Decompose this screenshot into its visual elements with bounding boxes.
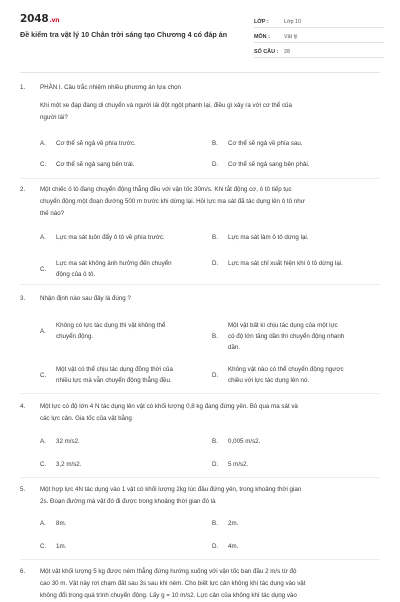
option-label: C.: [40, 161, 47, 168]
site-logo[interactable]: [20, 13, 59, 25]
option-label: C.: [40, 461, 47, 468]
option-text-line: 32 m/s2.: [56, 438, 80, 445]
option-text-line: Cơ thể sẽ ngả sang bên trái.: [56, 161, 135, 168]
option-label: D.: [212, 260, 219, 267]
question-text-line: Một chiếc ô tô đang chuyển động thẳng đều với vận tốc 30m/s. Khi tắt động cơ, ô tô tiếp tục: [40, 186, 292, 193]
question-separator: [20, 477, 380, 478]
option-text: [228, 364, 344, 386]
question-text-line: các lực cản. Gia tốc của vật bằng: [40, 415, 132, 422]
option-text: [56, 518, 66, 529]
option-label: A.: [40, 234, 46, 241]
meta-row-class: [254, 13, 384, 28]
logo-suffix: .vn: [49, 17, 60, 24]
question-text: [40, 293, 380, 305]
option-label: B.: [212, 438, 218, 445]
option-text-line: 1m.: [56, 543, 67, 550]
option-text-line: Cơ thể sẽ ngả sang bên phải.: [228, 161, 310, 168]
question-text: [40, 484, 380, 508]
option-text-line: 4m.: [228, 543, 239, 550]
option-text-line: dần.: [228, 344, 241, 351]
option-text: [228, 518, 238, 529]
question-text-line: Nhận định nào sau đây là đúng ?: [40, 295, 131, 302]
question-text-line: PHẦN I. Câu trắc nhiệm nhiều phương án lựa chọn: [40, 84, 181, 91]
question-text-line: 2s. Đoạn đường mà vật đó đi được trong khoảng thời gian đó là: [40, 498, 216, 505]
meta-value: Vật lý: [284, 34, 298, 40]
question-number: 6.: [20, 568, 26, 575]
question-text-line: chuyển động một đoạn đường 500 m trước khi dừng lại. Hỏi lực ma sát đã tác dụng lên ô tô như: [40, 198, 305, 205]
question-number: 5.: [20, 486, 26, 493]
question-text: [40, 401, 380, 425]
exam-meta: [254, 13, 384, 58]
question-text-line: không đổi trong quá trình chuyển động. Lấy g = 10 m/s2. Lực cản của không khí tác dụng vào: [40, 592, 297, 599]
option-text: [228, 436, 260, 447]
option-text: [56, 541, 66, 552]
option-text: [228, 541, 238, 552]
option-text: [56, 320, 165, 342]
option-text: [228, 138, 303, 149]
question-separator: [20, 284, 380, 285]
option-text-line: nhiều lực mà vẫn chuyển động thẳng đều.: [56, 377, 172, 384]
option-text-line: 0,005 m/s2.: [228, 438, 261, 445]
option-text-line: chiều với lực tác dụng lên nó.: [228, 377, 310, 384]
question-text: [40, 82, 380, 124]
option-text: [56, 258, 172, 280]
option-text-line: 5 m/s2.: [228, 461, 249, 468]
option-label: C.: [40, 371, 47, 379]
question-text: [40, 184, 380, 220]
logo-number: 2048: [20, 13, 49, 25]
option-text: [56, 364, 173, 386]
option-text-line: Lực ma sát làm ô tô dừng lại.: [228, 234, 309, 241]
question-text-line: Một hợp lực 4N tác dụng vào 1 vật có khối lượng 2kg lúc đầu đứng yên, trong khoảng thời gian: [40, 486, 302, 493]
option-text: [56, 232, 165, 243]
option-text: [56, 459, 81, 470]
option-text: [228, 459, 248, 470]
option-label: C.: [40, 265, 47, 273]
option-label: D.: [212, 371, 219, 379]
question-number: 2.: [20, 186, 26, 193]
option-label: B.: [212, 333, 218, 340]
option-text-line: 8m.: [56, 520, 67, 527]
option-text: [228, 258, 343, 269]
option-text: [228, 320, 344, 353]
option-text-line: Lực ma sát luôn đẩy ô tô về phía trước.: [56, 234, 165, 241]
question-text-line: cao 30 m. Vật này rơi chạm đất sau 3s sau khi ném. Cho biết lực cản không khí tác dụng vào vật: [40, 580, 306, 587]
option-text-line: Không có lực tác dụng thì vật không thể: [56, 322, 166, 329]
option-text: [56, 138, 136, 149]
question-text-line: Một lực có độ lớn 4 N tác dụng lên vật có khối lượng 0,8 kg đang đứng yên. Bỏ qua ma sát và: [40, 403, 298, 410]
option-text: [56, 159, 134, 170]
option-text: [228, 159, 309, 170]
option-text-line: chuyển động.: [56, 333, 94, 340]
header-divider: [20, 72, 380, 73]
option-label: D.: [212, 161, 219, 168]
option-text-line: Không vật nào có thể chuyển động ngược: [228, 366, 344, 373]
meta-value: 28: [284, 49, 290, 55]
question-separator: [20, 393, 380, 394]
option-text-line: Cơ thể sẽ ngả về phía trước.: [56, 140, 136, 147]
option-text-line: Cơ thể sẽ ngả về phía sau.: [228, 140, 303, 147]
meta-key: SỐ CÂU :: [254, 49, 279, 55]
option-label: B.: [212, 140, 218, 147]
question-text-line: thế nào?: [40, 210, 65, 217]
option-label: D.: [212, 461, 219, 468]
option-label: A.: [40, 140, 46, 147]
option-label: C.: [40, 543, 47, 550]
question-text-line: Khi một xe đạp đang di chuyển và người lái đột ngột phanh lại, điều gì xảy ra với cơ thể của: [40, 102, 292, 109]
option-text-line: 2m.: [228, 520, 239, 527]
option-text-line: động của ô tô.: [56, 271, 96, 278]
question-separator: [20, 178, 380, 179]
meta-value: Lớp 10: [284, 19, 302, 25]
question-number: 1.: [20, 84, 26, 91]
option-text-line: Lực ma sát chỉ xuất hiện khi ô tô dừng lại.: [228, 260, 343, 267]
option-label: D.: [212, 543, 219, 550]
question-number: 3.: [20, 295, 26, 302]
option-text-line: Một vật có thể chịu tác dụng đồng thời của: [56, 366, 173, 373]
option-text: [228, 232, 309, 243]
exam-title: Đề kiểm tra vật lý 10 Chân trời sáng tạo Chương 4 có đáp án: [20, 30, 228, 39]
option-label: B.: [212, 234, 218, 241]
option-label: A.: [40, 438, 46, 445]
meta-key: MÔN :: [254, 34, 270, 40]
question-text: [40, 566, 380, 602]
option-label: B.: [212, 520, 218, 527]
meta-row-subject: [254, 28, 384, 43]
question-number: 4.: [20, 403, 26, 410]
meta-row-count: [254, 43, 384, 58]
option-text: [56, 436, 80, 447]
question-separator: [20, 559, 380, 560]
meta-key: LỚP :: [254, 19, 269, 25]
question-text-line: người lái?: [40, 114, 68, 121]
option-text-line: Một vật bất kì chịu tác dụng của một lực: [228, 322, 338, 329]
option-text-line: 3,2 m/s2.: [56, 461, 82, 468]
option-text-line: có độ lớn tăng dần thì chuyển động nhanh: [228, 333, 345, 340]
option-text-line: Lực ma sát không ảnh hưởng đến chuyển: [56, 260, 172, 267]
option-label: A.: [40, 520, 46, 527]
question-text-line: Một vật khối lượng 5 kg được ném thẳng đứng hướng xuống với vận tốc ban đầu 2 m/s từ độ: [40, 568, 297, 575]
option-label: A.: [40, 327, 46, 335]
